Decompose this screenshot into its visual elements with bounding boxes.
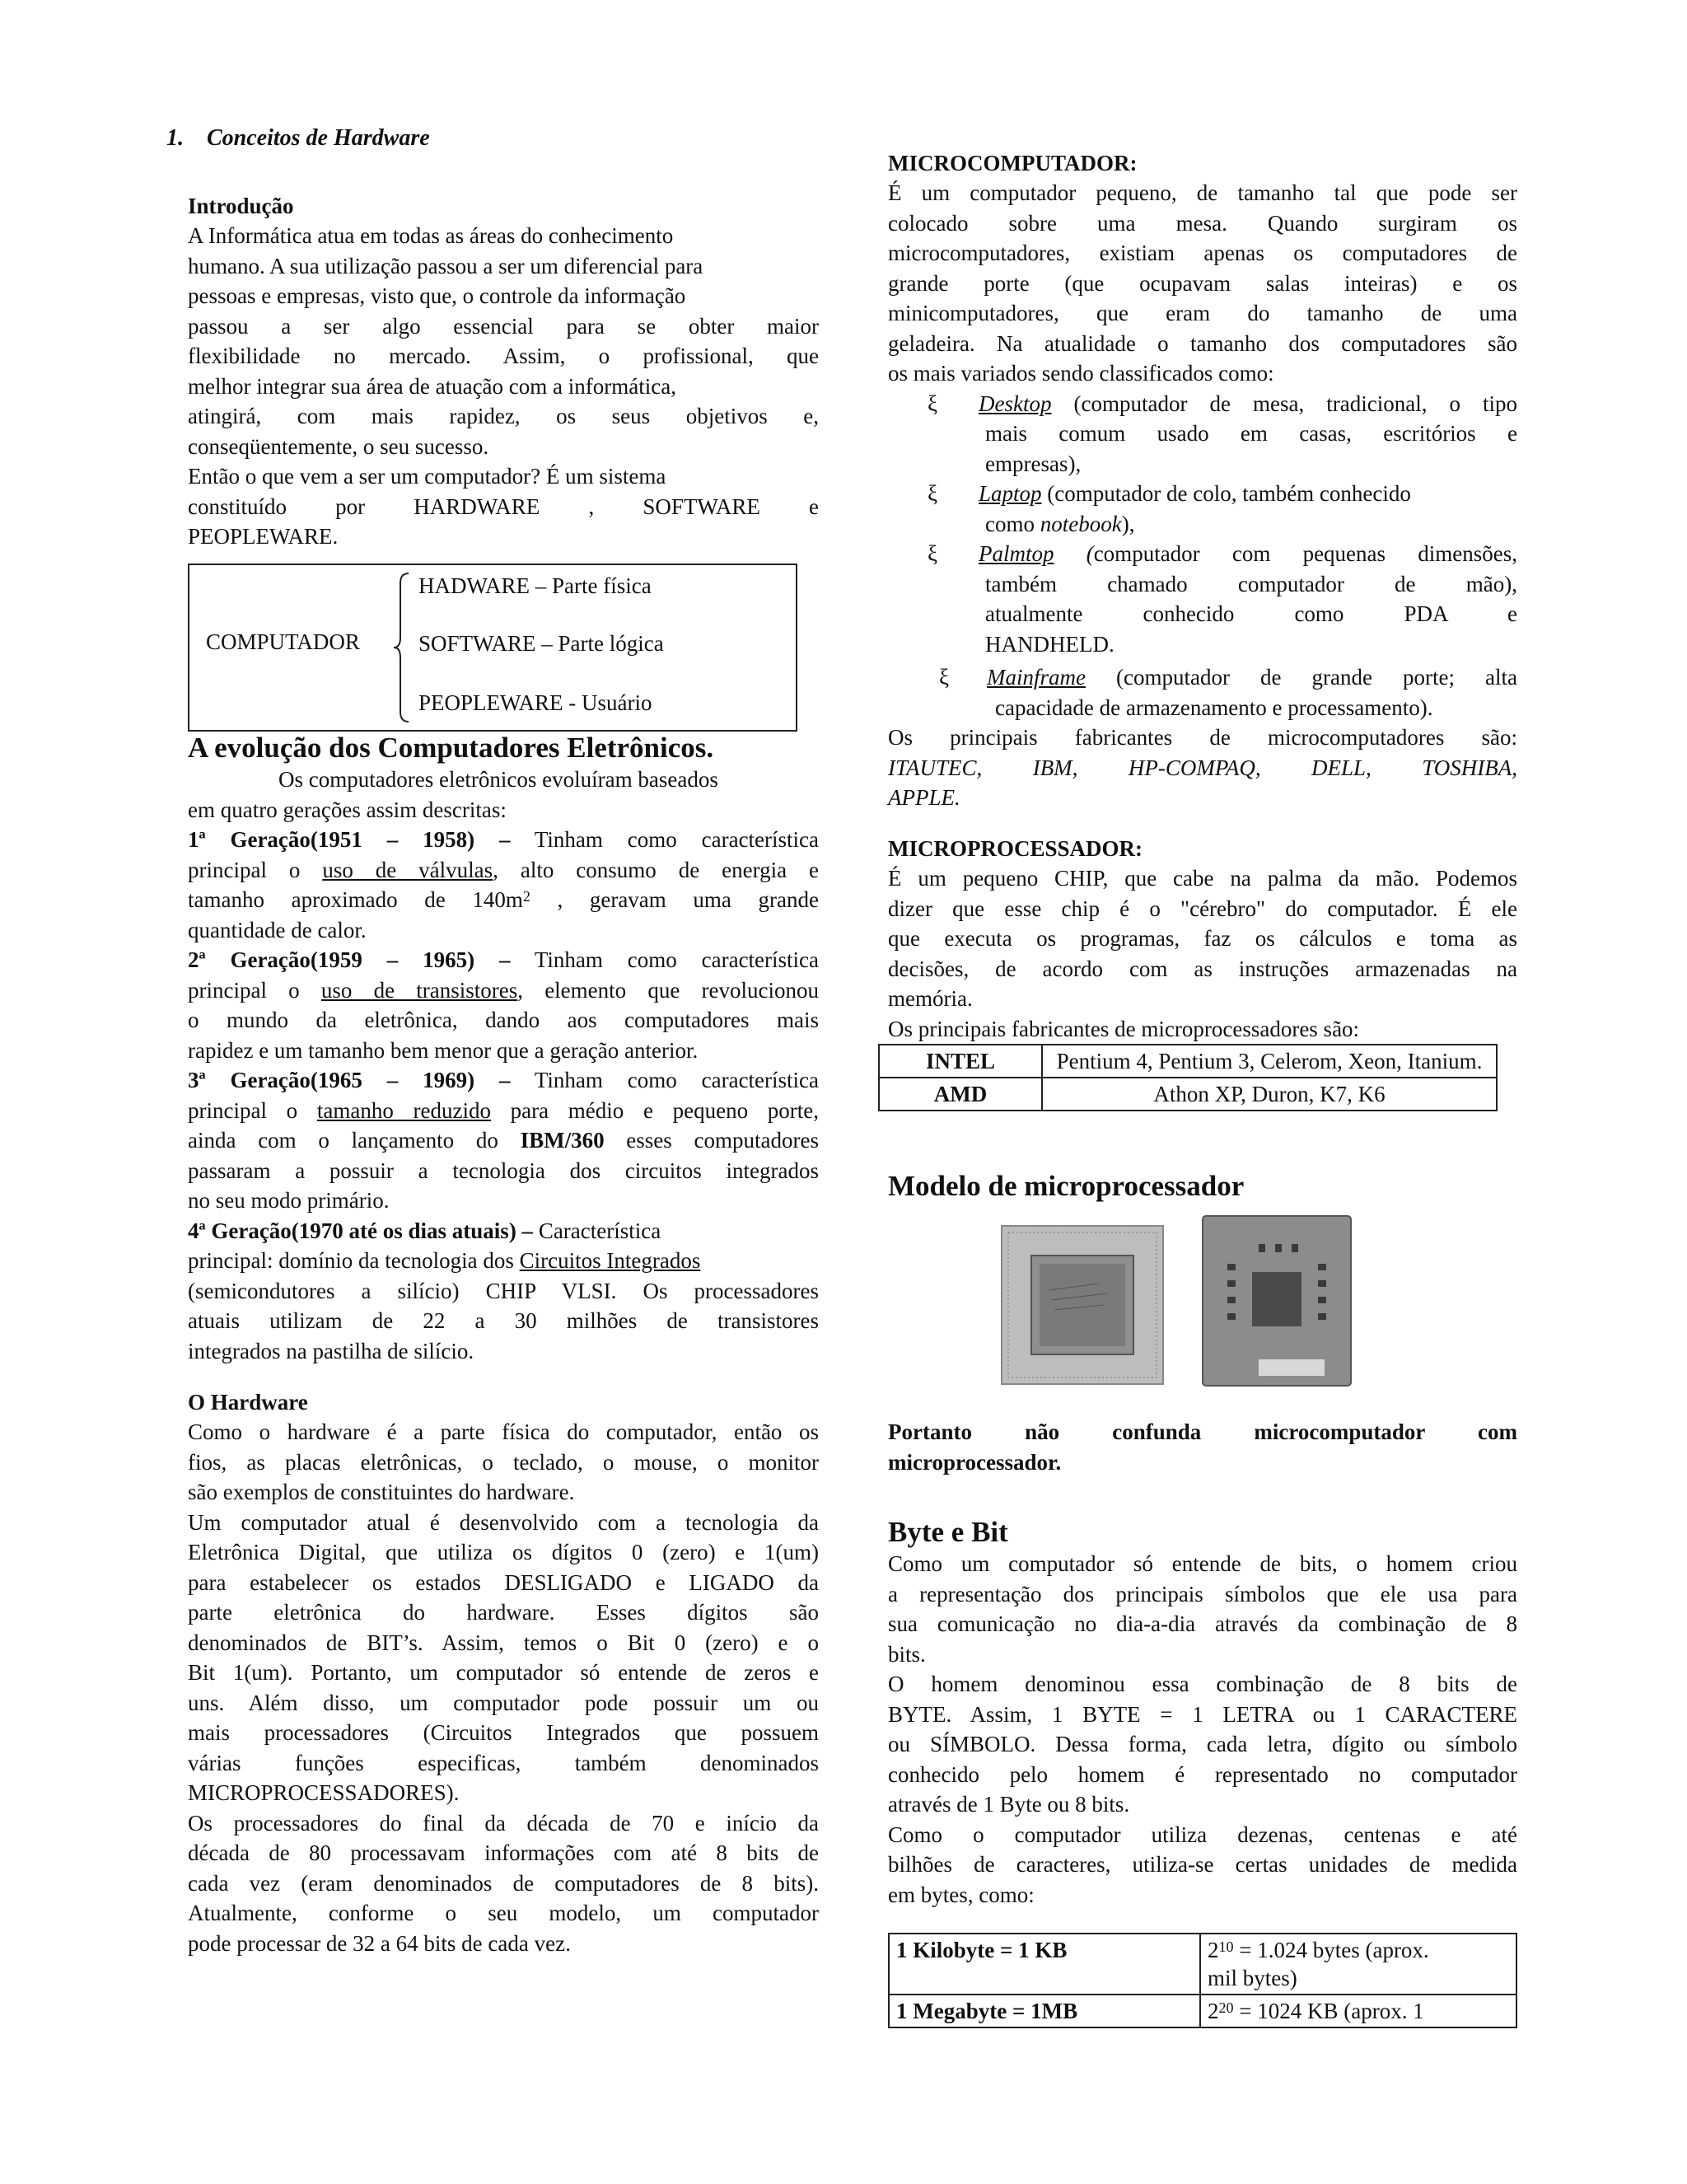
microcomputer-heading: MICROCOMPUTADOR:: [888, 151, 1138, 175]
generation-1: 1ª Geração(1951 – 1958) – Tinham como característica principal o uso de válvulas, alto consumo de energia e tamanho aproximado de $140m^2$ , geravam uma grande quantidade de calor.: [188, 827, 820, 942]
xi-bullet-icon: ξ: [928, 481, 938, 506]
table-row: [879, 1045, 1497, 1078]
byte-bit-title: Byte e Bit: [888, 1516, 1008, 1548]
bullet-laptop: ξ Laptop (computador de colo, também conhecido como notebook),: [888, 479, 1517, 539]
table-cell: Pentium 4, Pentium 3, Celerom, Xeon, Itanium.: [1042, 1045, 1497, 1078]
chapter-title: 1. Conceitos de Hardware: [166, 125, 430, 151]
microprocessor-heading: MICROPROCESSADOR:: [888, 836, 1143, 861]
intro-line: Então o que vem a ser um computador? É um sistema: [188, 464, 666, 489]
table-cell: $2^{10} = 1.024$ bytes (aprox. mil bytes): [1200, 1934, 1516, 1995]
intro-line: melhor integrar sua área de atuação com a informática,: [188, 373, 676, 399]
intro-section: [188, 191, 819, 552]
xi-bullet-icon: ξ: [928, 541, 938, 566]
intro-line: atingirá, com mais rapidez, os seus objetivos e,: [188, 404, 819, 428]
intro-line: pessoas e empresas, visto que, o controle da informação: [188, 283, 686, 308]
intel-processor-photo: [1000, 1224, 1165, 1386]
bullet-desktop: ξ Desktop (computador de mesa, tradicional, o tipo mais comum usado em casas, escritórios e empresas),: [888, 389, 1517, 479]
xi-bullet-icon: ξ: [928, 391, 938, 416]
bullet-mainframe: ξ Mainframe (computador de grande porte; alta capacidade de armazenamento e processamento).: [888, 662, 1517, 723]
table-cell: $2^{20} = 1024$ KB (aprox. 1: [1200, 1995, 1516, 2027]
intro-line: flexibilidade no mercado. Assim, o profissional, que: [188, 344, 819, 368]
generation-2: 2ª Geração(1959 – 1965) – Tinham como característica principal o uso de transistores, elemento que revolucionou o mundo da eletrônica, dando aos computadores mais rapidez e um tamanho bem menor que a geração anterior.: [188, 947, 820, 1063]
intro-line: constituído por HARDWARE , SOFTWARE e: [188, 493, 819, 519]
intro-line: conseqüentemente, o seu sucesso.: [188, 433, 489, 459]
table-cell: 1 Kilobyte = 1 KB: [889, 1934, 1200, 1995]
intro-line: PEOPLEWARE.: [188, 524, 339, 549]
diagram-item: PEOPLEWARE - Usuário: [418, 690, 652, 715]
computer-diagram: [188, 564, 797, 732]
table-cell: AMD: [879, 1078, 1042, 1111]
byte-units-table: [888, 1933, 1517, 2028]
table-row: [889, 1934, 1516, 1995]
xi-bullet-icon: ξ: [939, 665, 950, 690]
bullet-palmtop: ξ Palmtop (computador com pequenas dimensões, também chamado computador de mão), atualmente conhecido como PDA e HANDHELD.: [888, 539, 1517, 659]
evolution-title: A evolução dos Computadores Eletrônicos.: [188, 732, 714, 764]
evolution-intro: em quatro gerações assim descritas:: [188, 797, 507, 822]
intro-line: humano. A sua utilização passou a ser um diferencial para: [188, 253, 703, 278]
intel-chip-icon: [1000, 1224, 1165, 1386]
processor-model-title: Modelo de microprocessador: [888, 1170, 1245, 1202]
amd-processor-photo: [1201, 1214, 1353, 1387]
table-cell: INTEL: [879, 1045, 1042, 1078]
table-cell: 1 Megabyte = 1MB: [889, 1995, 1200, 2027]
evolution-section: [188, 732, 819, 1366]
generation-3: 3ª Geração(1965 – 1969) – Tinham como característica principal o tamanho reduzido para médio e pequeno porte, ainda com o lançamento do IBM/360 esses computadores passaram a possuir a tecnologia dos circuitos integrados no seu modo primário.: [188, 1068, 820, 1213]
hardware-heading: O Hardware: [188, 1390, 308, 1415]
intro-line: passou a ser algo essencial para se obter maior: [188, 313, 819, 339]
byte-bit-section: Byte e Bit Como um computador só entende de bits, o homem criou a representação dos principais símbolos que ele usa para sua comunicação no dia-a-dia através da combinação de 8 bits. O homem denominou essa combinação de 8 bits de BYTE. Assim, 1 BYTE = 1 LETRA ou 1 CARACTERE ou SÍMBOLO. Dessa forma, cada letra, dígito ou símbolo conhecido pelo homem é representado no computador através de 1 Byte ou 8 bits. Como o computador utiliza dezenas, centenas e até bilhões de caracteres, utiliza-se certas unidades de medida em bytes, como: 1 Kilobyte = 1 KB $2^{10} = 1.024$ bytes (aprox. mil bytes) 1 Megabyte = 1MB $2^{20} = 1024$ KB (aprox. 1: [888, 1516, 1517, 2028]
diagram-item: HADWARE – Parte física: [418, 573, 652, 598]
table-cell: Athon XP, Duron, K7, K6: [1042, 1078, 1497, 1111]
diagram-brace: [394, 572, 405, 723]
diagram-item: SOFTWARE – Parte lógica: [418, 631, 664, 656]
generation-4: 4ª Geração(1970 até os dias atuais) – Característica principal: domínio da tecnologia dos Circuitos Integrados (semicondutores a silício) CHIP VLSI. Os processadores atuais utilizam de 22 a 30 milhões de transistores integrados na pastilha de silício.: [188, 1218, 819, 1363]
microprocessor-section: MICROPROCESSADOR: É um pequeno CHIP, que cabe na palma da mão. Podemos dizer que esse chip é o "cérebro" do computador. É ele que executa os programas, faz os cálculos e toma as decisões, de acordo com as instruções armazenadas na memória. Os principais fabricantes de microprocessadores são: INTEL Pentium 4, Pentium 3, Celerom, Xeon, Itanium. AMD Athon XP, Duron, K7, K6: [888, 834, 1517, 1111]
intro-heading: Introdução: [188, 194, 294, 218]
hardware-section: O Hardware Como o hardware é a parte física do computador, então os fios, as placas eletrônicas, o teclado, o mouse, o monitor são exemplos de constituintes do hardware. Um computador atual é desenvolvido com a tecnologia da Eletrônica Digital, que utiliza os dígitos 0 (zero) e 1(um) para estabelecer os estados DESLIGADO e LIGADO da parte eletrônica do hardware. Esses dígitos são denominados de BIT’s. Assim, temos o Bit 0 (zero) e o Bit 1(um). Portanto, um computador só entende de zeros e uns. Além disso, um computador pode possuir um ou mais processadores (Circuitos Integrados que possuem várias funções especificas, também denominados MICROPROCESSADORES). Os processadores do final da década de 70 e início da década de 80 processavam informações com até 8 bits de cada vez (eram denominados de computadores de 8 bits). Atualmente, conforme o seu modelo, um computador pode processar de 32 a 64 bits de cada vez.: [188, 1387, 819, 1958]
intro-line: A Informática atua em todas as áreas do conhecimento: [188, 223, 674, 248]
table-row: [889, 1995, 1516, 2027]
microcomputer-section: MICROCOMPUTADOR: É um computador pequeno, de tamanho tal que pode ser colocado sobre uma mesa. Quando surgiram os microcomputadores, existiam apenas os computadores de grande porte (que ocupavam salas inteiras) e os minicomputadores, que eram do tamanho de uma geladeira. Na atualidade o tamanho dos computadores são os mais variados sendo classificados como: ξ Desktop (computador de mesa, tradicional, o tipo mais comum usado em casas, escritórios e empresas), ξ Laptop (computador de colo, também conhecido como notebook), ξ Palmtop (computador com pequenas dimensões, também chamado computador de mão), atualmente conhecido como PDA e HANDHELD. ξ Mainframe (computador de grande porte; alta capacidade de armazenamento e processamento). Os principais fabricantes de microcomputadores são: ITAUTEC, IBM, HP-COMPAQ, DELL, TOSHIBA, APPLE.: [888, 148, 1517, 813]
valvulas-link: uso de válvulas: [322, 857, 493, 882]
diagram-root: COMPUTADOR: [206, 629, 360, 654]
table-row: [879, 1078, 1497, 1111]
evolution-intro: Os computadores eletrônicos evoluíram baseados: [278, 767, 718, 792]
brace-icon: [394, 572, 410, 723]
warning-note: Portanto não confunda microcomputador com microprocessador.: [888, 1419, 1517, 1475]
processor-makers-table: [878, 1044, 1498, 1111]
amd-chip-icon: [1201, 1214, 1353, 1387]
